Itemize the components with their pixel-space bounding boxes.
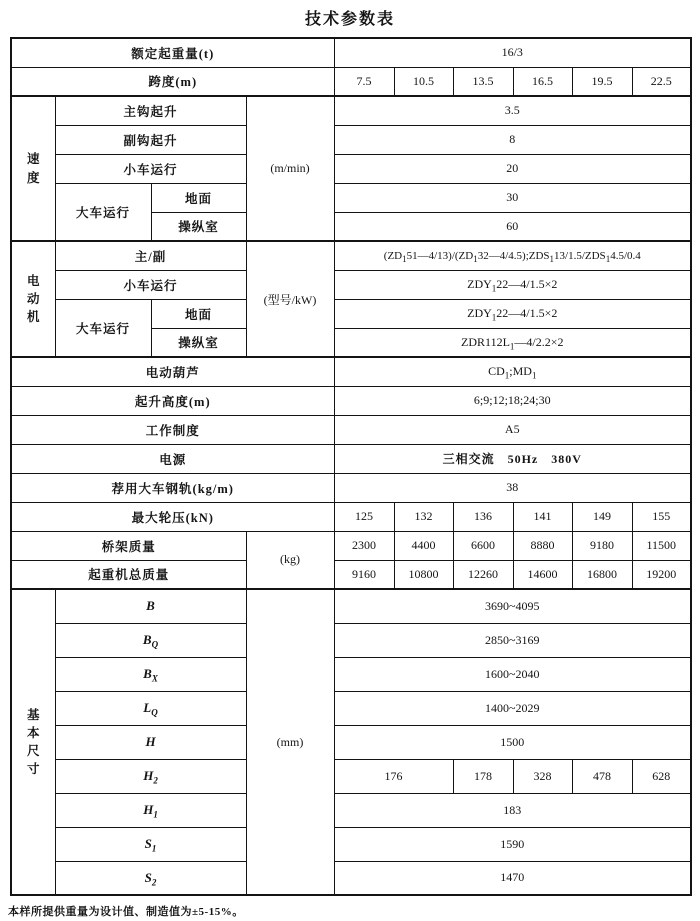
dim-H2-value: 178: [453, 759, 513, 793]
dim-H2-value: 176: [334, 759, 453, 793]
span-value: 22.5: [632, 67, 691, 96]
total-mass-value: 10800: [394, 560, 453, 589]
footnote: 本样所提供重量为设计值、制造值为±5-15%。: [8, 906, 244, 918]
motor-crane-label: 大车运行: [55, 299, 151, 357]
motor-cab-value: $ZDR112L_1—4/2.2\times 2$: [334, 328, 691, 357]
span-value: 10.5: [394, 67, 453, 96]
speed-group-cell: [11, 96, 55, 241]
dim-S2-label: $S_2$: [55, 861, 246, 895]
dims-group-cell: [11, 589, 55, 895]
wheel-load-value: 155: [632, 502, 691, 531]
lift-height-value: 6;9;12;18;24;30: [334, 386, 691, 415]
speed-cab-label: 操纵室: [151, 212, 246, 241]
technical-parameters-table: [10, 37, 692, 896]
dims-group-label: 基本尺寸: [26, 707, 40, 777]
dim-S1-value: 1590: [334, 827, 691, 861]
power-supply-value: 三相交流 50Hz 380V: [334, 444, 691, 473]
wheel-load-value: 125: [334, 502, 394, 531]
total-mass-value: 14600: [513, 560, 572, 589]
motor-main-aux-label: 主/副: [55, 241, 246, 270]
dim-H-value: 1500: [334, 725, 691, 759]
dim-H2-label: $H_2$: [55, 759, 246, 793]
span-value: 13.5: [453, 67, 513, 96]
duty-class-value: A5: [334, 415, 691, 444]
dim-H2-value: 478: [572, 759, 632, 793]
mass-unit: (kg): [246, 531, 334, 589]
duty-class-label: 工作制度: [11, 415, 334, 444]
bridge-mass-value: 4400: [394, 531, 453, 560]
speed-ground-value: 30: [334, 183, 691, 212]
total-mass-label: 起重机总质量: [11, 560, 246, 589]
wheel-load-value: 136: [453, 502, 513, 531]
dim-LQ-value: 1400~2029: [334, 691, 691, 725]
speed-cab-value: 60: [334, 212, 691, 241]
motor-main-aux-value: $(ZD_151—4/13)/(ZD_132—4/4.5);ZDS_113/1.5/ZDS_14.5/0.4$: [334, 241, 691, 270]
bridge-mass-value: 6600: [453, 531, 513, 560]
dims-unit: (mm): [246, 589, 334, 895]
power-supply-label: 电源: [11, 444, 334, 473]
motor-ground-value: $ZDY_122—4/1.5\times 2$: [334, 299, 691, 328]
motor-group-label: 电动机: [26, 273, 40, 325]
motor-cab-label: 操纵室: [151, 328, 246, 357]
page-title: 技术参数表: [304, 11, 395, 28]
wheel-load-value: 149: [572, 502, 632, 531]
rail-label: 荐用大车钢轨(kg/m): [11, 473, 334, 502]
bridge-mass-value: 8880: [513, 531, 572, 560]
bridge-mass-label: 桥架质量: [11, 531, 246, 560]
dim-BQ-label: $B_Q$: [55, 623, 246, 657]
bridge-mass-value: 2300: [334, 531, 394, 560]
bridge-mass-value: 11500: [632, 531, 691, 560]
speed-aux-hoist-value: 8: [334, 125, 691, 154]
speed-main-hoist-value: 3.5: [334, 96, 691, 125]
dim-H2-value: 628: [632, 759, 691, 793]
hoist-value: $CD_1;MD_1$: [334, 357, 691, 386]
speed-ground-label: 地面: [151, 183, 246, 212]
motor-group-cell: [11, 241, 55, 357]
lift-height-label: 起升高度(m): [11, 386, 334, 415]
dim-H1-label: $H_1$: [55, 793, 246, 827]
motor-unit: (型号/kW): [246, 241, 334, 357]
dim-H2-value: 328: [513, 759, 572, 793]
wheel-load-label: 最大轮压(kN): [11, 502, 334, 531]
total-mass-value: 9160: [334, 560, 394, 589]
speed-group-label: 速度: [26, 152, 40, 185]
wheel-load-value: 132: [394, 502, 453, 531]
total-mass-value: 12260: [453, 560, 513, 589]
motor-trolley-label: 小车运行: [55, 270, 246, 299]
total-mass-value: 16800: [572, 560, 632, 589]
span-label: 跨度(m): [11, 67, 334, 96]
rated-capacity-value: 16/3: [334, 38, 691, 67]
dim-B-value: 3690~4095: [334, 589, 691, 623]
dim-BX-value: 1600~2040: [334, 657, 691, 691]
rated-capacity-label: 额定起重量(t): [11, 38, 334, 67]
speed-unit: (m/min): [246, 96, 334, 241]
span-value: 19.5: [572, 67, 632, 96]
dim-BQ-value: 2850~3169: [334, 623, 691, 657]
bridge-mass-value: 9180: [572, 531, 632, 560]
motor-trolley-value: $ZDY_122—4/1.5\times 2$: [334, 270, 691, 299]
dim-H1-value: 183: [334, 793, 691, 827]
hoist-label: 电动葫芦: [11, 357, 334, 386]
dim-H-label: H: [55, 725, 246, 759]
dim-S2-value: 1470: [334, 861, 691, 895]
total-mass-value: 19200: [632, 560, 691, 589]
speed-crane-label: 大车运行: [55, 183, 151, 241]
dim-BX-label: $B_X$: [55, 657, 246, 691]
dim-B-label: B: [55, 589, 246, 623]
rail-value: 38: [334, 473, 691, 502]
dim-S1-label: $S_1$: [55, 827, 246, 861]
span-value: 16.5: [513, 67, 572, 96]
speed-trolley-value: 20: [334, 154, 691, 183]
wheel-load-value: 141: [513, 502, 572, 531]
speed-aux-hoist-label: 副钩起升: [55, 125, 246, 154]
speed-main-hoist-label: 主钩起升: [55, 96, 246, 125]
span-value: 7.5: [334, 67, 394, 96]
dim-LQ-label: $L_Q$: [55, 691, 246, 725]
speed-trolley-label: 小车运行: [55, 154, 246, 183]
motor-ground-label: 地面: [151, 299, 246, 328]
